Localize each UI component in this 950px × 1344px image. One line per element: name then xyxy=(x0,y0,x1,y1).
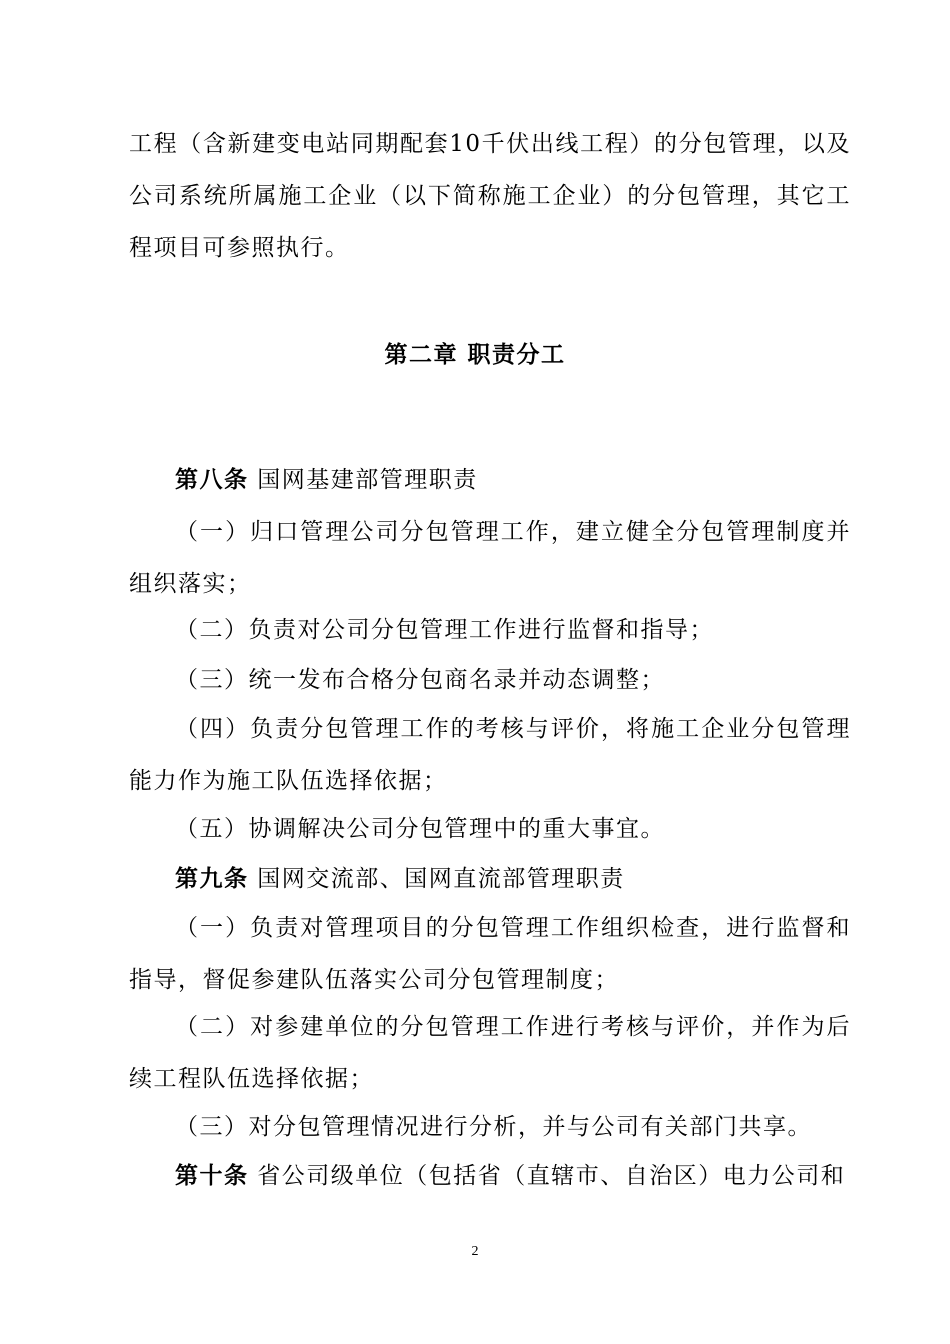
article-8-item-5: （五）协调解决公司分包管理中的重大事宜。 xyxy=(175,816,665,842)
article-10-label: 第十条 xyxy=(175,1162,249,1189)
article-9-title: 国网交流部、国网直流部管理职责 xyxy=(248,866,625,892)
article-9-item-3: （三）对分包管理情况进行分析，并与公司有关部门共享。 xyxy=(175,1114,812,1140)
article-8-item-2: （二）负责对公司分包管理工作进行监督和指导； xyxy=(175,617,714,643)
article-9-heading xyxy=(129,853,851,905)
article-8-heading xyxy=(129,454,851,506)
page-number: 2 xyxy=(471,1244,479,1259)
article-9-item-1: （一）负责对管理项目的分包管理工作组织检查，进行监督和指导，督促参建队伍落实公司分包管理制度； xyxy=(129,915,851,993)
article-8-label: 第八条 xyxy=(175,466,249,493)
chapter-title: 第二章 职责分工 xyxy=(384,341,566,368)
article-10-title: 省公司级单位（包括省（直辖市、自治区）电力公司和 xyxy=(248,1163,846,1189)
article-8-title: 国网基建部管理职责 xyxy=(248,467,478,493)
article-8-item-3: （三）统一发布合格分包商名录并动态调整； xyxy=(175,667,665,693)
intro-paragraph: 工程（含新建变电站同期配套10千伏出线工程）的分包管理，以及公司系统所属施工企业（以下简称施工企业）的分包管理，其它工程项目可参照执行。 xyxy=(129,131,851,261)
article-8-item-1: （一）归口管理公司分包管理工作，建立健全分包管理制度并组织落实； xyxy=(129,519,851,597)
article-9-item-2: （二）对参建单位的分包管理工作进行考核与评价，并作为后续工程队伍选择依据； xyxy=(129,1014,851,1092)
article-10-heading xyxy=(129,1150,851,1202)
article-8-item-4: （四）负责分包管理工作的考核与评价，将施工企业分包管理能力作为施工队伍选择依据； xyxy=(129,716,851,794)
article-9-label: 第九条 xyxy=(175,865,249,892)
